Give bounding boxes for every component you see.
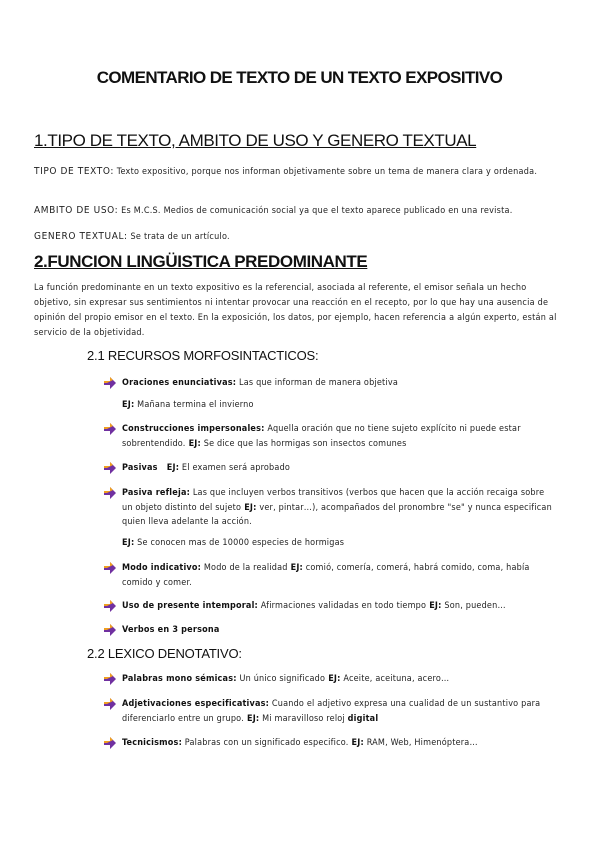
item-label: Modo indicativo: bbox=[122, 563, 202, 573]
example-text: Son, pueden… bbox=[441, 601, 506, 611]
example-label: EJ: bbox=[287, 563, 303, 573]
sub21-heading: 2.1 RECURSOS MORFOSINTACTICOS: bbox=[87, 348, 319, 363]
list-item bbox=[104, 486, 554, 530]
list-item bbox=[104, 736, 554, 751]
example-text: Se dice que las hormigas son insectos comunes bbox=[200, 438, 407, 449]
list-item bbox=[104, 561, 554, 590]
item-text: Aquella oración que no tiene sujeto explícito ni puede estar sobrentendido. bbox=[122, 424, 521, 449]
bullet-arrow-icon bbox=[104, 600, 116, 612]
tipo-text: Texto expositivo, porque nos informan objetivamente sobre un tema de manera clara y ordenada. bbox=[113, 167, 538, 177]
example-label: EJ: bbox=[185, 438, 201, 449]
example-label: EJ: bbox=[243, 713, 260, 724]
bullet-arrow-icon bbox=[104, 673, 116, 685]
item-text: Un único significado bbox=[236, 674, 326, 684]
item-label: Palabras mono sémicas: bbox=[122, 674, 237, 684]
example-text: Se conocen mas de 10000 especies de hormigas bbox=[134, 538, 345, 548]
bullet-arrow-icon bbox=[104, 562, 116, 574]
example-text: Mañana termina el invierno bbox=[134, 400, 254, 410]
item-text: Las que informan de manera objetiva bbox=[236, 378, 399, 388]
list-item bbox=[104, 461, 554, 476]
item-text: Las que incluyen verbos transitivos (verbos que hacen que la acción recaiga sobre un objeto distinto del sujeto bbox=[122, 488, 545, 513]
example-text: Aceite, aceituna, acero… bbox=[340, 674, 450, 684]
example-label: EJ: bbox=[241, 502, 257, 513]
genero-text: Se trata de un artículo. bbox=[127, 232, 230, 242]
list-item bbox=[104, 422, 554, 451]
list-item bbox=[104, 623, 554, 638]
example-bold-text: digital bbox=[347, 713, 379, 724]
sub22-heading: 2.2 LEXICO DENOTATIVO: bbox=[87, 646, 242, 661]
item-text: Modo de la realidad bbox=[201, 563, 288, 573]
example-text: El examen será aprobado bbox=[179, 463, 291, 473]
ambito-paragraph bbox=[34, 203, 559, 219]
item-label: Pasivas bbox=[122, 463, 158, 473]
item-label: Uso de presente intemporal: bbox=[122, 601, 258, 611]
item-label: Pasiva refleja: bbox=[122, 488, 191, 498]
item-text: Cuando el adjetivo expresa una cualidad de un sustantivo para diferenciarlo entre un grupo. bbox=[122, 699, 541, 724]
item-label: Construcciones impersonales: bbox=[122, 424, 265, 434]
example-label: EJ: bbox=[122, 538, 135, 548]
example-text: comió, comería, comerá, habrá comido, coma, había comido y comer. bbox=[122, 563, 530, 588]
item-label: Oraciones enunciativas: bbox=[122, 378, 237, 388]
example-text: ver, pintar…), acompañados del pronombre "se" y nunca especifican quien lleva adelante la acción. bbox=[122, 502, 552, 527]
bullet-arrow-icon bbox=[104, 737, 116, 749]
bullet-arrow-icon bbox=[104, 698, 116, 710]
tipo-paragraph bbox=[34, 164, 559, 180]
bullet-arrow-icon bbox=[104, 624, 116, 636]
bullet-arrow-icon bbox=[104, 487, 116, 499]
item-text: Palabras con un significado especifico. bbox=[182, 738, 349, 748]
example-label: EJ: bbox=[325, 674, 341, 684]
ambito-label: AMBITO DE USO: bbox=[34, 205, 119, 216]
bullet-arrow-icon bbox=[104, 423, 116, 435]
example-text: Mi maravilloso reloj bbox=[259, 713, 348, 724]
genero-label: GENERO TEXTUAL: bbox=[34, 231, 128, 242]
tipo-label: TIPO DE TEXTO: bbox=[34, 166, 114, 177]
example-line bbox=[122, 400, 254, 410]
example-label: EJ: bbox=[426, 601, 442, 611]
list-item bbox=[104, 376, 554, 391]
section2-paragraph: La función predominante en un texto expositivo es la referencial, asociada al referente, el emisor señala un hecho objetivo, sin expresar sus sentimientos ni intentar provocar una reacción en el recepto, por lo que hay una ausencia de opinión del propio emisor en el texto. En la exposición, los datos, por ejemplo, hacen referencia a algún experto, están al servicio de la objetividad. bbox=[34, 283, 557, 338]
section1-heading: 1.TIPO DE TEXTO, AMBITO DE USO Y GENERO TEXTUAL bbox=[34, 131, 477, 150]
section2-heading: 2.FUNCION LINGÜISTICA PREDOMINANTE bbox=[34, 252, 368, 271]
list-item bbox=[104, 599, 554, 614]
item-label: Verbos en 3 persona bbox=[122, 625, 220, 635]
item-label: Tecnicismos: bbox=[122, 738, 183, 748]
example-text: RAM, Web, Himenóptera… bbox=[363, 738, 478, 748]
example-label: EJ: bbox=[157, 463, 180, 473]
bullet-arrow-icon bbox=[104, 377, 116, 389]
document-title: COMENTARIO DE TEXTO DE UN TEXTO EXPOSITIVO bbox=[96, 68, 503, 87]
bullet-arrow-icon bbox=[104, 462, 116, 474]
example-label: EJ: bbox=[122, 400, 135, 410]
item-text: Afirmaciones validadas en todo tiempo bbox=[258, 601, 427, 611]
list-item bbox=[104, 697, 554, 726]
genero-paragraph bbox=[34, 229, 559, 245]
list-item bbox=[104, 672, 554, 687]
example-label: EJ: bbox=[348, 738, 364, 748]
ambito-text: Es M.C.S. Medios de comunicación social ya que el texto aparece publicado en una revista. bbox=[118, 206, 513, 216]
example-line bbox=[122, 538, 344, 548]
item-label: Adjetivaciones especificativas: bbox=[122, 699, 270, 709]
